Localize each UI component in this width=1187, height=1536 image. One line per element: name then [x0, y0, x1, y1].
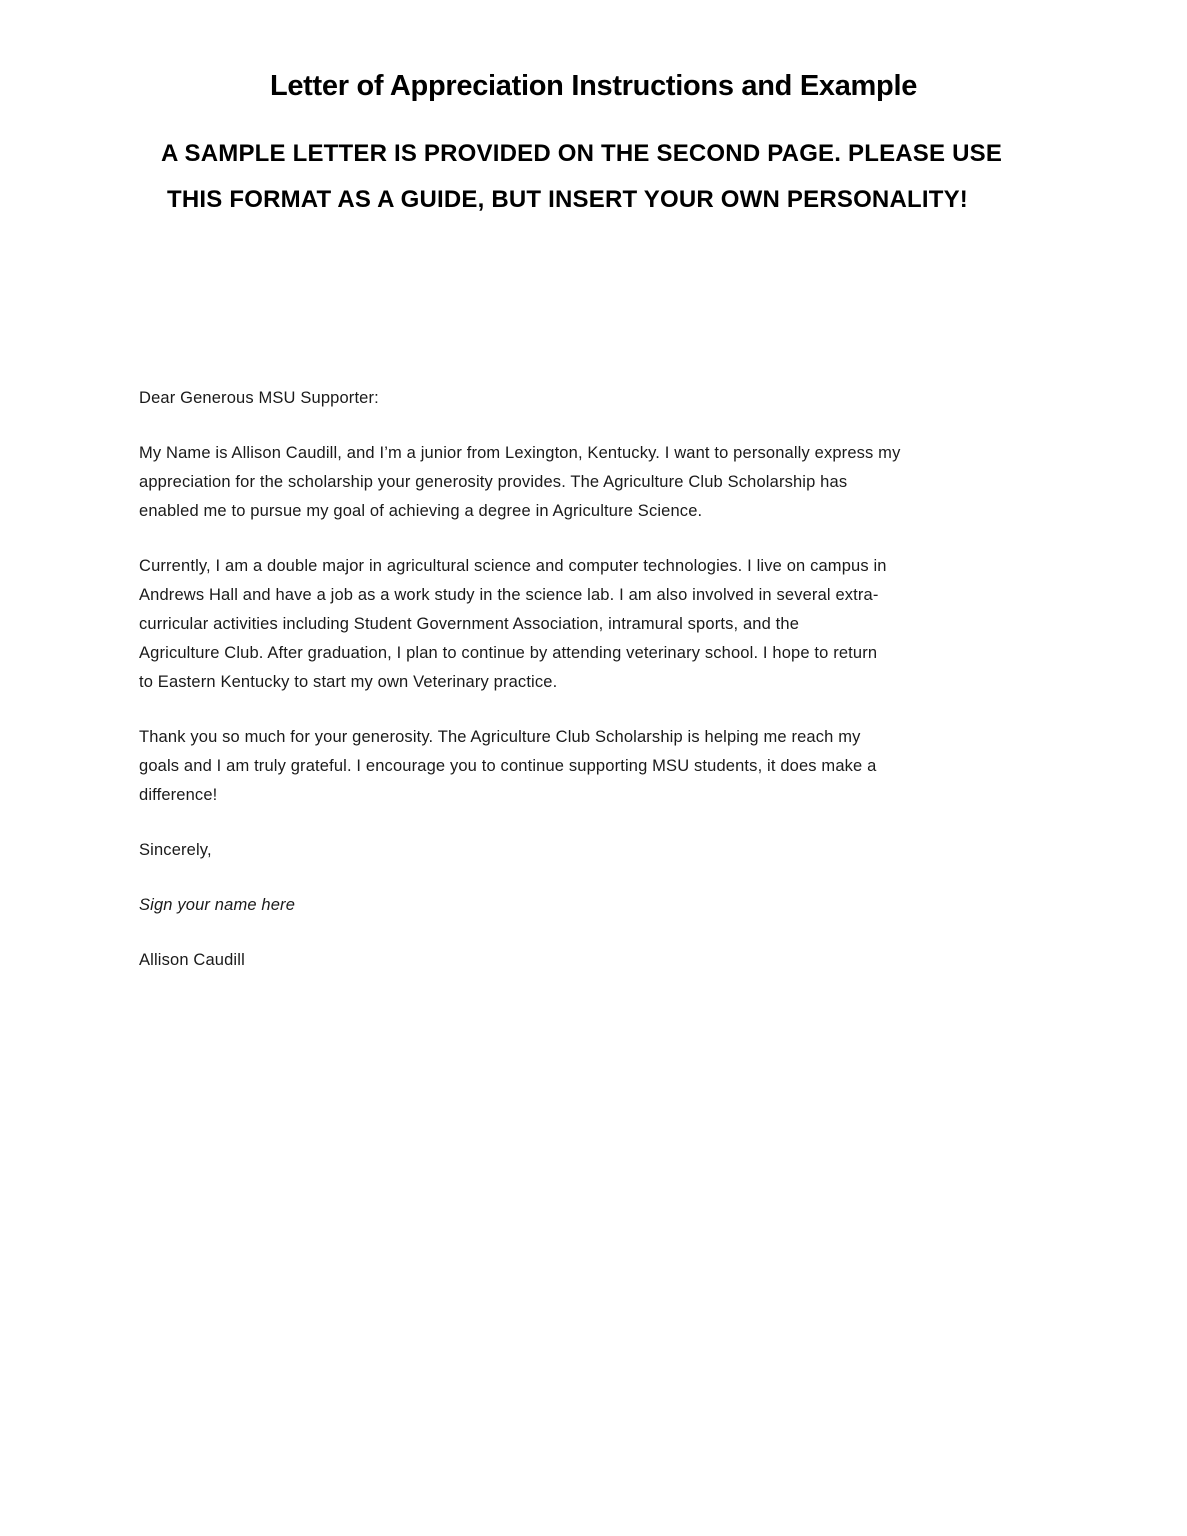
document-title: Letter of Appreciation Instructions and Example [269, 70, 918, 102]
letter-paragraph-1 [139, 439, 1039, 526]
letter-paragraph-2 [139, 552, 1039, 697]
paragraph-line: Thank you so much for your generosity. The Agriculture Club Scholarship is helping me reach my [139, 728, 861, 746]
paragraph-line: to Eastern Kentucky to start my own Veterinary practice. [139, 673, 558, 691]
paragraph-line: Currently, I am a double major in agricultural science and computer technologies. I live on campus in [139, 557, 887, 575]
letter-closing: Sincerely, [139, 841, 212, 859]
letter-paragraph-3 [139, 723, 1039, 810]
paragraph-line: goals and I am truly grateful. I encourage you to continue supporting MSU students, it does make a [139, 757, 877, 775]
paragraph-line: appreciation for the scholarship your generosity provides. The Agriculture Club Scholarship has [139, 473, 848, 491]
letter-salutation: Dear Generous MSU Supporter: [139, 389, 379, 407]
signature-placeholder: Sign your name here [139, 896, 296, 914]
paragraph-line: Agriculture Club. After graduation, I plan to continue by attending veterinary school. I hope to return [139, 644, 878, 662]
paragraph-line: difference! [139, 786, 218, 804]
paragraph-line: Andrews Hall and have a job as a work study in the science lab. I am also involved in several extra- [139, 586, 879, 604]
paragraph-line: enabled me to pursue my goal of achieving a degree in Agriculture Science. [139, 502, 703, 520]
signer-name: Allison Caudill [139, 951, 245, 969]
paragraph-line: curricular activities including Student Government Association, intramural sports, and the [139, 615, 800, 633]
instruction-line-2: THIS FORMAT AS A GUIDE, BUT INSERT YOUR OWN PERSONALITY! [167, 186, 968, 213]
paragraph-line: My Name is Allison Caudill, and I’m a junior from Lexington, Kentucky. I want to personally express my [139, 444, 901, 462]
sample-letter [139, 384, 1039, 1001]
instruction-line-1: A SAMPLE LETTER IS PROVIDED ON THE SECOND PAGE. PLEASE USE [161, 140, 1003, 167]
